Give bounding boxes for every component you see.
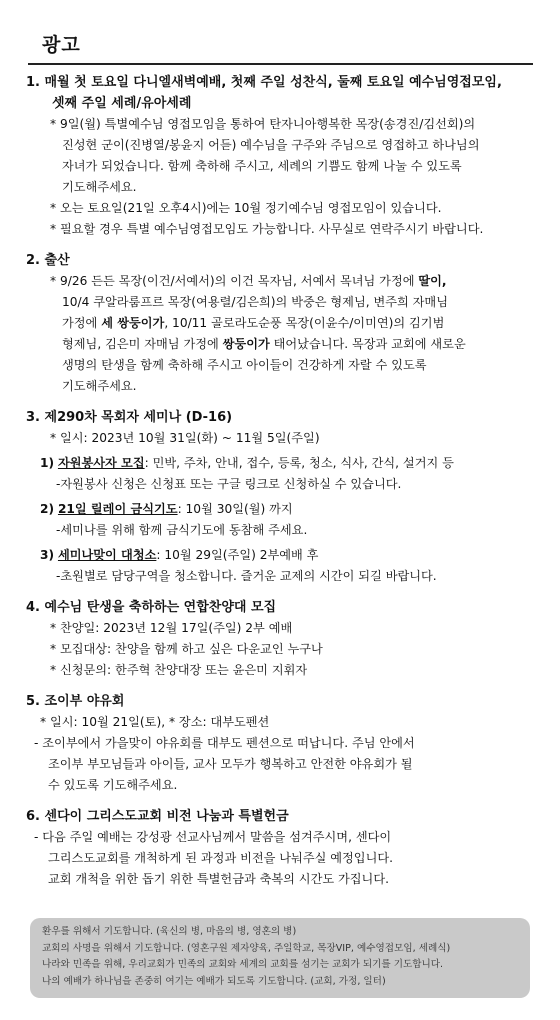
section-6-line: 교회 개척을 위한 돕기 위한 특별헌금과 축복의 시간도 가집니다. [48, 872, 389, 886]
section-1-item: * 오는 토요일(21일 오후4시)에는 10월 정기예수님 영접모임이 있습니다. [50, 201, 442, 215]
highlight: 세 쌍둥이가 [101, 316, 165, 330]
section-2-heading: 2. 출산 [26, 253, 70, 268]
prayer-box [30, 918, 530, 998]
item-number: 2) [40, 502, 55, 516]
section-2 [26, 250, 536, 397]
section-2-line [26, 313, 536, 334]
section-5-line: 수 있도록 기도해주세요. [48, 778, 178, 792]
prayer-line: 환우를 위해서 기도합니다. (육신의 병, 마음의 병, 영혼의 병) [42, 926, 297, 937]
section-6-line: - 다음 주일 예배는 강성광 선교사님께서 말씀을 섬겨주시며, 센다이 [34, 830, 392, 844]
section-1-heading-cont: 셋째 주일 세례/유아세례 [52, 96, 192, 111]
text: , 10/11 골로라도순풍 목장(이윤수/이미연)의 김기범 [164, 316, 445, 330]
text: * 9/26 든든 목장(이건/서예서)의 이건 목자님, 서예서 목녀님 가정에 [50, 274, 419, 288]
section-3-item-1 [26, 453, 536, 474]
section-5 [26, 691, 536, 796]
section-2-line [26, 271, 536, 292]
text: 형제님, 김은미 자매님 가정에 [62, 337, 223, 351]
section-3-heading: 3. 제290차 목회자 세미나 (D-16) [26, 410, 233, 425]
section-4-line: * 신청문의: 한주혁 찬양대장 또는 윤은미 지휘자 [50, 663, 308, 677]
page-title: 광고 [42, 34, 81, 56]
text: 가정에 [62, 316, 102, 330]
section-3-item-2-sub: -세미나를 위해 함께 금식기도에 동참해 주세요. [56, 523, 308, 537]
section-1-item: * 필요할 경우 특별 예수님영접모임도 가능합니다. 사무실로 연락주시기 바랍니다. [50, 222, 484, 236]
item-text: : 민박, 주차, 안내, 접수, 등록, 청소, 식사, 간식, 설거지 등 [144, 456, 454, 470]
section-1-item-cont: 기도해주세요. [62, 180, 137, 194]
section-5-heading: 5. 조이부 야유회 [26, 694, 125, 709]
section-2-line: 기도해주세요. [62, 379, 137, 393]
section-3-item-3 [26, 545, 536, 566]
announcements [26, 72, 536, 890]
prayer-line: 나라와 민족을 위해, 우리교회가 민족의 교회와 세계의 교회를 섬기는 교회가 되기를 기도합니다. [42, 959, 444, 970]
section-1-heading: 1. 매월 첫 토요일 다니엘새벽예배, 첫째 주일 성찬식, 둘째 토요일 예수님영접모임, [26, 75, 502, 90]
title-divider [28, 63, 533, 65]
item-title: 세미나맞이 대청소 [57, 548, 157, 562]
header [28, 30, 533, 65]
section-3 [26, 407, 536, 587]
section-6-heading: 6. 센다이 그리스도교회 비전 나눔과 특별헌금 [26, 809, 289, 824]
item-title: 21일 릴레이 금식기도 [57, 502, 178, 516]
item-number: 1) [40, 456, 55, 470]
text: 태어났습니다. 목장과 교회에 새로운 [269, 337, 466, 351]
section-3-item-2 [26, 499, 536, 520]
section-2-line: 생명의 탄생을 함께 축하해 주시고 아이들이 건강하게 자랄 수 있도록 [62, 358, 427, 372]
section-1-item: * 9일(월) 특별예수님 영접모임을 통하여 탄자니아행복한 목장(송경진/김선회)의 [50, 117, 476, 131]
section-5-line: * 일시: 10월 21일(토), * 장소: 대부도펜션 [40, 715, 270, 729]
highlight: 쌍둥이가 [222, 337, 270, 351]
highlight: 딸이, [418, 274, 447, 288]
section-6-line: 그리스도교회를 개척하게 된 과정과 비전을 나눠주실 예정입니다. [48, 851, 393, 865]
section-3-date: * 일시: 2023년 10월 31일(화) ~ 11월 5일(주일) [50, 431, 320, 445]
prayer-line: 나의 예배가 하나님을 존중히 여기는 예배가 되도록 기도합니다. (교회, 가정, 일터) [42, 975, 386, 987]
section-4-line: * 모집대상: 찬양을 함께 하고 싶은 다운교인 누구나 [50, 642, 323, 656]
section-4-heading: 4. 예수님 탄생을 축하하는 연합찬양대 모집 [26, 600, 277, 615]
section-5-line: 조이부 부모님들과 아이들, 교사 모두가 행복하고 안전한 야유회가 될 [48, 757, 413, 771]
section-5-line: - 조이부에서 가을맞이 야유회를 대부도 펜션으로 떠납니다. 주님 안에서 [34, 736, 415, 750]
item-number: 3) [40, 548, 55, 562]
prayer-line: 교회의 사명을 위해서 기도합니다. (영혼구원 제자양육, 주일학교, 목장VIP, 예수영접모임, 세례식) [42, 942, 451, 954]
item-text: : 10월 29일(주일) 2부예배 후 [156, 548, 319, 562]
section-1-item-cont: 진성현 군이(진병열/봉윤지 어듣) 예수님을 구주와 주님으로 영접하고 하나님의 [62, 138, 480, 152]
section-4-line: * 찬양일: 2023년 12월 17일(주일) 2부 예배 [50, 621, 293, 635]
section-3-item-1-sub: -자원봉사 신청은 신청표 또는 구글 링크로 신청하실 수 있습니다. [56, 477, 402, 491]
section-2-line [26, 334, 536, 355]
item-title: 자원봉사자 모집 [57, 456, 145, 470]
section-2-line: 10/4 쿠알라룸프르 목장(여용렬/김은희)의 박중은 형제님, 변주희 자매님 [62, 295, 448, 309]
section-6 [26, 806, 536, 890]
section-4 [26, 597, 536, 681]
section-1 [26, 72, 536, 240]
section-1-item-cont: 자녀가 되었습니다. 함께 축하해 주시고, 세례의 기쁨도 함께 나눌 수 있도록 [62, 159, 462, 173]
section-3-item-3-sub: -초원별로 담당구역을 청소합니다. 즐거운 교제의 시간이 되길 바랍니다. [56, 569, 437, 583]
item-text: : 10월 30일(월) 까지 [177, 502, 293, 516]
